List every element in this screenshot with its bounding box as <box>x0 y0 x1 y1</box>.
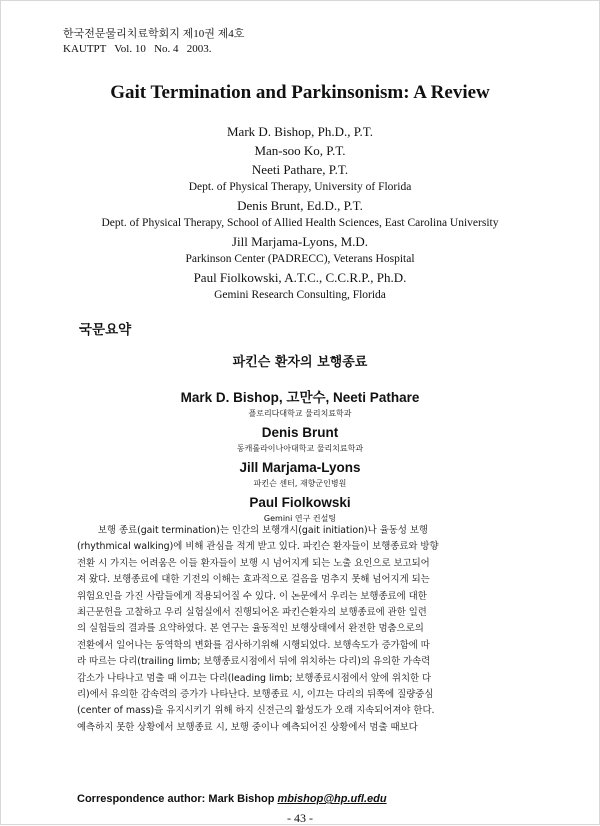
abstract-line: 최근문헌을 고찰하고 우리 실험실에서 진행되어온 파킨슨환자의 보행종료에 관한 일련 <box>77 607 427 619</box>
abstract-line: 리)에서 유의한 감속력의 증가가 나타난다. 보행종료 시, 이끄는 다리의 뒤쪽에 질량중심 <box>77 689 434 701</box>
korean-author-name: Jill Marjama-Lyons <box>239 460 361 475</box>
abstract-line: 의 실험들의 결과를 요약하였다. 본 연구는 율동적인 보행상태에서 완전한 멈춤으로의 <box>77 623 424 635</box>
korean-author-name: Mark D. Bishop, 고만수, Neeti Pathare <box>180 390 420 405</box>
journal-volume-line: KAUTPT Vol. 10 No. 4 2003. <box>63 43 212 55</box>
author-affiliation: Dept. of Physical Therapy, School of Allied Health Sciences, East Carolina University <box>101 217 499 229</box>
author-affiliation: Parkinson Center (PADRECC), Veterans Hospital <box>185 253 415 265</box>
author-block <box>1 122 599 304</box>
author-name: Paul Fiolkowski, A.T.C., C.C.R.P., Ph.D. <box>193 270 407 285</box>
abstract-line: 위험요인을 가진 사람들에게 적용되어질 수 있다. 이 논문에서 우리는 보행종료에 대한 <box>77 590 427 602</box>
abstract-line: 전환 시 가지는 어려움은 이들 환자들이 보행 시 넘어지게 되는 노출 요인으로 보고되어 <box>77 557 430 569</box>
korean-abstract-heading: 국문요약 <box>79 322 132 338</box>
correspondence-line <box>77 793 387 805</box>
author-affiliation: Dept. of Physical Therapy, University of Florida <box>188 181 412 193</box>
correspondence-label: Correspondence author: Mark Bishop <box>77 793 275 805</box>
korean-title: 파킨슨 환자의 보행종료 <box>232 355 368 370</box>
abstract-line: 전환에서 일어나는 동역학의 변화를 검사하기위해 시행되었다. 보행속도가 증가함에 따 <box>77 639 430 651</box>
author-name: Mark D. Bishop, Ph.D., P.T. <box>226 124 374 139</box>
abstract-line: 감소가 나타나고 멈출 때 이끄는 다리(leading limb; 보행종료시점에서 앞에 위치한 다 <box>77 672 432 684</box>
korean-author-affiliation: 플로리다대학교 물리치료학과 <box>248 409 352 418</box>
korean-author-name: Paul Fiolkowski <box>249 495 351 510</box>
korean-author-affiliation: Gemini 연구 컨설팅 <box>263 514 337 523</box>
author-name: Denis Brunt, Ed.D., P.T. <box>237 198 363 213</box>
abstract-line: 예측하지 못한 상황에서 보행종료 시, 보행 중이나 예측되어진 상황에서 멈출 때보다 <box>77 721 418 733</box>
page-number: - 43 - <box>287 811 313 825</box>
abstract-line: (rhythmical walking)에 비해 관심을 적게 받고 있다. 파킨슨 환자들이 보행종료와 방향 <box>77 541 439 553</box>
abstract-line: 져 왔다. 보행종료에 대한 기전의 이해는 효과적으로 걸음을 멈추지 못해 넘어지게 되는 <box>77 574 430 586</box>
author-name: Neeti Pathare, P.T. <box>251 162 349 177</box>
korean-author-affiliation: 동캐롤라이나아대학교 물리치료학과 <box>236 444 364 453</box>
korean-author-affiliation: 파킨슨 센터, 재향군인병원 <box>253 479 347 488</box>
author-affiliation: Gemini Research Consulting, Florida <box>214 289 386 301</box>
korean-author-block <box>1 389 599 525</box>
author-name: Man-soo Ko, P.T. <box>254 143 346 158</box>
correspondence-email[interactable]: mbishop@hp.ufl.edu <box>277 793 387 805</box>
korean-abstract-body <box>77 523 527 736</box>
korean-author-name: Denis Brunt <box>261 425 339 440</box>
author-name: Jill Marjama-Lyons, M.D. <box>231 234 369 249</box>
abstract-line: 보행 종료(gait termination)는 인간의 보행개시(gait initiation)나 율동성 보행 <box>77 525 428 536</box>
journal-header <box>63 27 244 57</box>
abstract-line: (center of mass)을 유지시키기 위해 하지 신전근의 활성도가 오래 지속되어져야 한다. <box>77 705 435 717</box>
journal-korean-name: 한국전문물리치료학회지 제10권 제4호 <box>63 28 245 40</box>
abstract-line: 라 따르는 다리(trailing limb; 보행종료시점에서 뒤에 위치하는 다리)의 유의한 가속력 <box>77 656 431 668</box>
paper-title: Gait Termination and Parkinsonism: A Review <box>110 82 490 103</box>
